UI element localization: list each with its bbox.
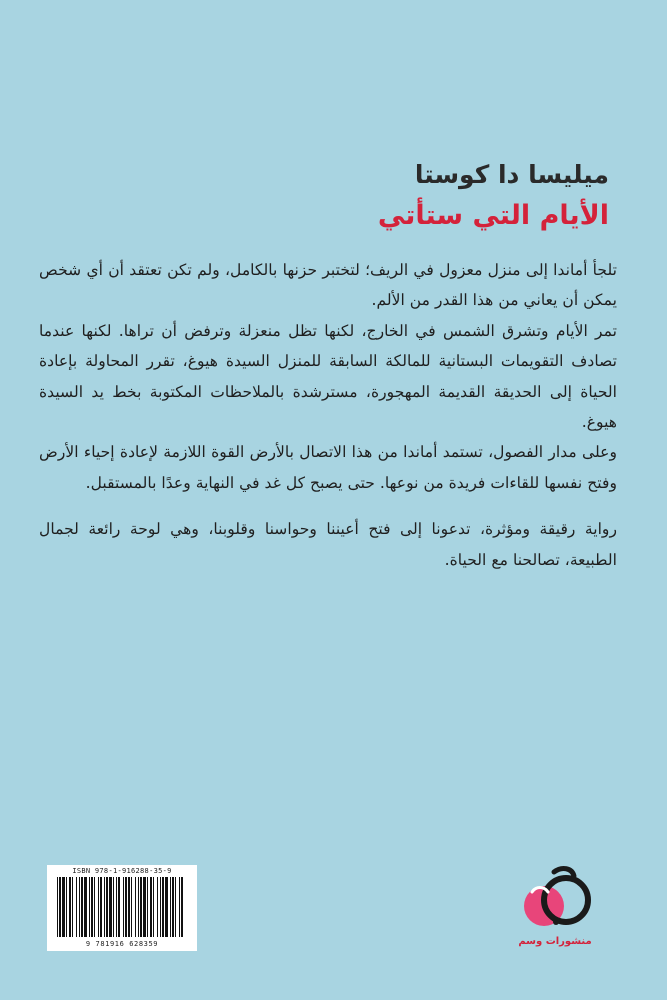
book-title: الأيام التي ستأتي <box>377 200 609 231</box>
barcode-bars <box>55 877 189 939</box>
publisher-logo <box>514 862 596 960</box>
publisher-name: منشورات وسم <box>518 936 592 947</box>
blurb-paragraph: وعلى مدار الفصول، تستمد أماندا من هذا الاتصال بالأرض القوة اللازمة لإعادة إحياء الأرض وفتح نفسها للقاءات فريدة من نوعها. حتى يصبح كل غد في النهاية وعدًا بالمستقبل. <box>39 443 617 492</box>
blurb-paragraph: تمر الأيام وتشرق الشمس في الخارج، لكنها تظل منعزلة وترفض أن تراها. لكنها عندما تصادف التقويمات البستانية للمالكة السابقة للمنزل السيدة هيوغ، تقرر المحاولة بإعادة الحياة إلى الحديقة القديمة المهجورة، مسترشدة بالملاحظات المكتوبة بخط يد السيدة هيوغ. <box>39 321 617 432</box>
isbn-label: ISBN 978-1-916288-35-9 <box>72 867 172 875</box>
author-name: ميليسا دا كوستا <box>414 160 609 189</box>
blurb-text <box>39 255 617 575</box>
publisher-logo-icon <box>514 862 596 936</box>
barcode-number: 9 781916 628359 <box>85 940 159 948</box>
blurb-tagline: رواية رقيقة ومؤثرة، تدعونا إلى فتح أعيننا وحواسنا وقلوبنا، وهي لوحة رائعة لجمال الطبيعة، تصالحنا مع الحياة. <box>39 520 617 569</box>
isbn-barcode <box>47 865 197 951</box>
blurb-paragraph: تلجأ أماندا إلى منزل معزول في الريف؛ لتختبر حزنها بالكامل، ولم تكن تعتقد أن أي شخص يمكن أن يعاني من هذا القدر من الألم. <box>39 261 617 310</box>
